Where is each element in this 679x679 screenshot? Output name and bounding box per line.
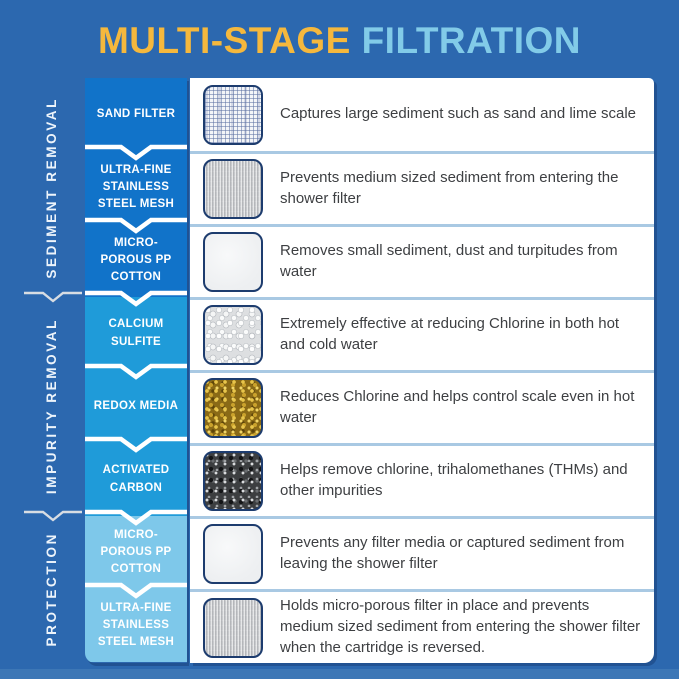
stage-row-steel-mesh-2 [190, 589, 654, 663]
activated-carbon-texture-image [203, 451, 263, 511]
stage-description: Reduces Chlorine and helps control scale even in hot water [280, 388, 635, 426]
stage-label-redox-media [85, 370, 187, 443]
stage-label-text: ACTIVATED CARBON [102, 464, 170, 494]
stage-description: Captures large sediment such as sand and lime scale [280, 105, 637, 123]
stage-row-calcium-sulfite [190, 297, 654, 370]
stage-label-text: CALCIUM SULFITE [108, 318, 164, 348]
stage-description-panel [190, 78, 654, 663]
section-label-protection [16, 516, 86, 663]
stage-label-steel-mesh-2 [85, 589, 187, 662]
stage-label-calcium-sulfite [85, 297, 187, 370]
stage-label-activated-carbon [85, 443, 187, 516]
stage-row-steel-mesh [190, 151, 654, 224]
stage-label-text: ULTRA-FINE STAINLESS STEEL MESH [97, 163, 175, 211]
section-divider-icon [24, 289, 82, 305]
section-label-text: PROTECTION [43, 532, 59, 647]
section-divider-icon [24, 508, 82, 524]
stage-row-redox-media [190, 370, 654, 443]
stage-label-sand-filter [85, 78, 187, 151]
pp-cotton-texture-image [203, 524, 263, 584]
page-title [0, 22, 679, 59]
stage-description: Helps remove chlorine, trihalomethanes (THMs) and other impurities [280, 461, 628, 499]
title-multi-stage: MULTI-STAGE [97, 20, 351, 61]
stage-label-text: ULTRA-FINE STAINLESS STEEL MESH [97, 601, 175, 649]
sand-filter-texture-image [203, 85, 263, 145]
bottom-accent-band [0, 669, 679, 679]
stage-label-text: REDOX MEDIA [93, 399, 179, 412]
stage-description: Removes small sediment, dust and turpitudes from water [280, 242, 618, 280]
pp-cotton-texture-image [203, 232, 263, 292]
redox-media-texture-image [203, 378, 263, 438]
stage-label-text: MICRO-POROUS PP COTTON [100, 236, 172, 284]
stage-label-steel-mesh [85, 151, 187, 224]
stage-label-pp-cotton-2 [85, 516, 187, 589]
stage-label-text: MICRO-POROUS PP COTTON [100, 528, 172, 576]
stage-label-text: SAND FILTER [96, 107, 176, 120]
section-label-text: SEDIMENT REMOVAL [43, 96, 59, 279]
stage-row-activated-carbon [190, 443, 654, 516]
calcium-sulfite-texture-image [203, 305, 263, 365]
steel-mesh-texture-image [203, 598, 263, 658]
stage-description: Extremely effective at reducing Chlorine in both hot and cold water [280, 315, 620, 353]
stage-label-column [85, 78, 187, 663]
title-filtration: FILTRATION [361, 20, 581, 61]
stage-description: Prevents any filter media or captured sediment from leaving the shower filter [280, 534, 625, 572]
stage-label-pp-cotton [85, 224, 187, 297]
steel-mesh-texture-image [203, 159, 263, 219]
stage-description: Holds micro-porous filter in place and prevents medium sized sediment from entering the shower filter when the cartridge is reversed. [280, 597, 641, 656]
stage-row-pp-cotton-2 [190, 516, 654, 589]
section-label-text: IMPURITY REMOVAL [43, 318, 59, 495]
stage-row-sand-filter [190, 78, 654, 151]
section-label-sediment-removal [16, 78, 86, 297]
stage-description: Prevents medium sized sediment from entering the shower filter [280, 169, 619, 207]
section-label-impurity-removal [16, 297, 86, 516]
stage-row-pp-cotton [190, 224, 654, 297]
